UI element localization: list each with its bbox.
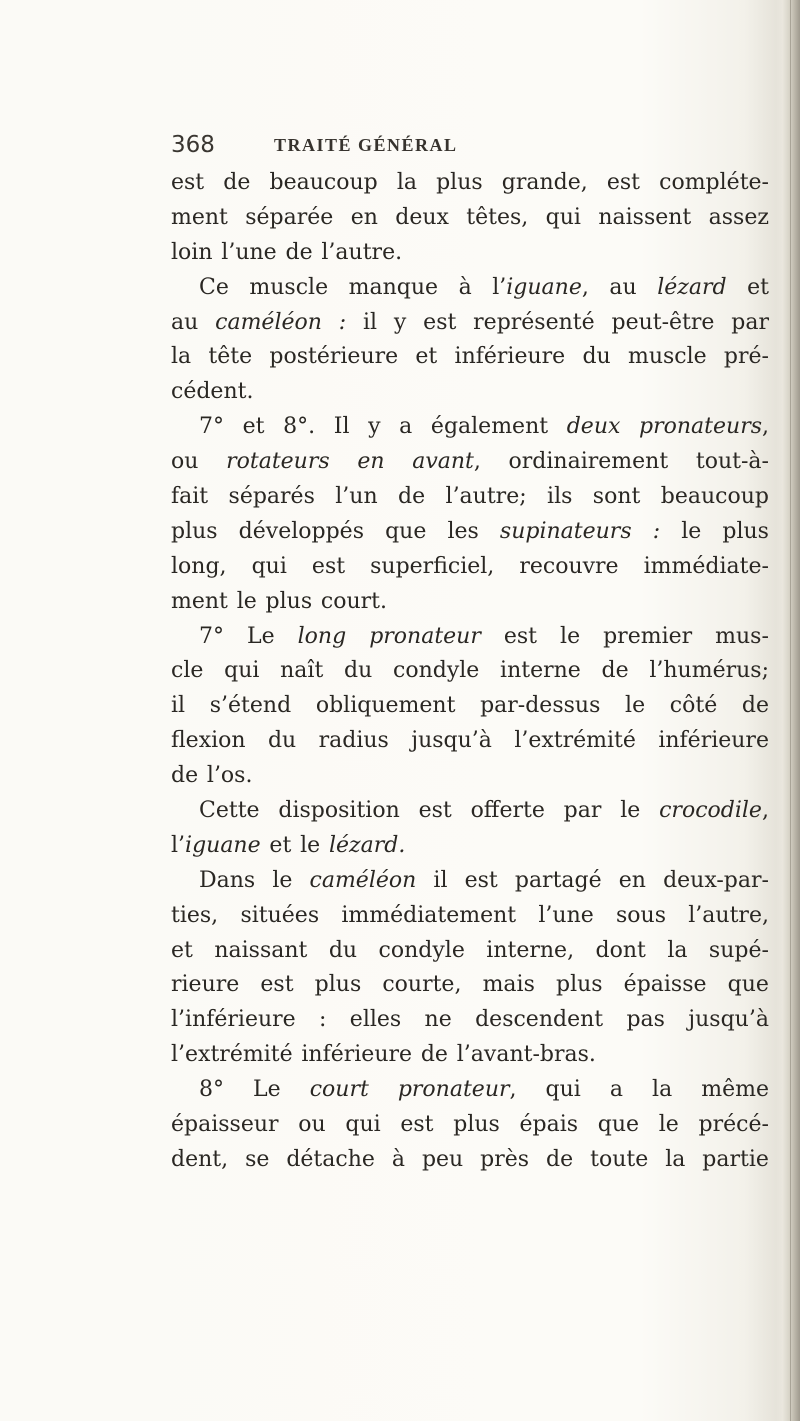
word: ou <box>171 449 199 475</box>
text-line <box>171 620 769 655</box>
word: se <box>245 1146 270 1172</box>
word: mus- <box>715 623 769 649</box>
word: plus <box>265 588 313 614</box>
word: supinateurs <box>499 518 632 544</box>
word: beaucoup <box>269 170 378 195</box>
word: le <box>272 867 293 893</box>
word: ment <box>171 204 228 230</box>
word: assez <box>708 204 769 230</box>
word: et <box>171 937 193 963</box>
word: long, <box>171 553 227 579</box>
word: têtes, <box>466 204 529 230</box>
word: naissent <box>598 204 692 230</box>
word: et <box>415 344 438 370</box>
word: jusqu’à <box>411 728 492 754</box>
word: qui <box>545 204 581 230</box>
word: à <box>391 1146 405 1172</box>
word: et <box>269 832 292 858</box>
word: condyle <box>378 937 465 963</box>
word: postérieure <box>269 344 399 370</box>
word: partagé <box>514 867 602 893</box>
word: compléte- <box>659 170 769 195</box>
text-line <box>171 1073 769 1108</box>
word: l’une <box>221 239 277 265</box>
word: Cette <box>199 798 260 824</box>
word: le <box>300 832 321 858</box>
text-line <box>171 515 769 550</box>
word: Le <box>247 623 275 649</box>
word: plus <box>436 170 483 195</box>
word: est <box>418 798 452 824</box>
word: il <box>363 309 378 335</box>
word: deux <box>395 204 449 230</box>
word: côté <box>669 693 718 719</box>
word: l’iguane, <box>492 274 589 300</box>
word: est <box>311 553 346 579</box>
word: ils <box>547 484 573 510</box>
word: du <box>582 344 611 370</box>
word: l’autre, <box>688 902 769 928</box>
word: sont <box>592 484 641 510</box>
word: au <box>609 274 637 300</box>
word: pronateur <box>369 623 481 649</box>
word: naît <box>280 658 324 684</box>
word: a <box>609 1077 623 1103</box>
word: est <box>503 623 538 649</box>
word: est <box>171 170 205 195</box>
word: précé- <box>698 1112 769 1138</box>
word: : <box>338 309 347 335</box>
word: le <box>658 1112 679 1138</box>
word: cle <box>171 658 204 684</box>
word: long <box>297 623 347 649</box>
word: épaisse <box>623 972 707 998</box>
word: descendent <box>475 1007 604 1033</box>
word: près <box>480 1146 530 1172</box>
word: qui <box>545 1077 581 1103</box>
page-edge <box>782 0 800 1421</box>
word: muscle <box>249 274 329 300</box>
text-line <box>171 236 769 271</box>
word: est <box>400 1112 434 1138</box>
word: peu <box>421 1146 464 1172</box>
word: est <box>464 867 498 893</box>
word: partie <box>702 1146 769 1172</box>
word: interne, <box>486 937 575 963</box>
word: 8° <box>199 1077 224 1103</box>
word: l’autre; <box>445 484 527 510</box>
word: plus <box>453 1112 500 1138</box>
word: cédent. <box>171 379 254 405</box>
word: est <box>606 170 641 195</box>
word: dent, <box>171 1146 229 1172</box>
word: développés <box>238 518 364 544</box>
word: interne <box>500 658 581 684</box>
word: les <box>447 518 479 544</box>
body-text <box>171 166 769 1178</box>
word: plus <box>171 518 218 544</box>
word: que <box>597 1112 640 1138</box>
word: en <box>618 867 646 893</box>
word: et <box>747 274 769 300</box>
text-line <box>171 166 769 201</box>
word: a <box>399 414 413 440</box>
word: qui <box>224 658 260 684</box>
word: naissant <box>214 937 308 963</box>
word: toute <box>590 1146 649 1172</box>
word: l’iguane <box>171 832 261 858</box>
word: supé- <box>708 937 769 963</box>
word: de <box>171 763 199 789</box>
word: il <box>171 693 186 719</box>
page-number: 368 <box>171 132 215 158</box>
word: avant, <box>412 449 481 475</box>
text-line <box>171 968 769 1003</box>
word: la <box>667 937 688 963</box>
word: : <box>652 518 661 544</box>
word: le <box>681 518 702 544</box>
word: que <box>727 972 769 998</box>
word: plus <box>555 972 603 998</box>
text-line <box>171 1108 769 1143</box>
word: flexion <box>171 728 246 754</box>
word: inférieure <box>454 344 566 370</box>
word: rieure <box>171 972 240 998</box>
word: l’autre. <box>321 239 403 265</box>
word: recouvre <box>519 553 619 579</box>
word: y <box>368 414 381 440</box>
word: est <box>260 972 294 998</box>
word: Le <box>253 1077 281 1103</box>
word: du <box>267 728 297 754</box>
word: de <box>741 693 769 719</box>
word: Il <box>333 414 350 440</box>
text-line <box>171 1143 769 1178</box>
word: caméléon <box>309 867 417 893</box>
word: l’extrémité <box>171 1042 293 1068</box>
word: crocodile, <box>659 798 769 824</box>
word: inférieure <box>301 1042 413 1068</box>
text-line <box>171 724 769 759</box>
word: muscle <box>627 344 707 370</box>
text-line <box>171 829 769 864</box>
word: disposition <box>278 798 400 824</box>
word: représenté <box>473 309 595 335</box>
word: plus <box>314 972 362 998</box>
text-line <box>171 306 769 341</box>
word: court. <box>320 588 388 614</box>
word: condyle <box>393 658 480 684</box>
word: la <box>652 1077 673 1103</box>
word: 7° <box>199 414 224 440</box>
word: immédiatement <box>341 902 517 928</box>
word: tout-à- <box>695 449 769 475</box>
word: du <box>328 937 358 963</box>
word: la <box>665 1146 686 1172</box>
word: 8°. <box>283 414 316 440</box>
word: jusqu’à <box>688 1007 769 1033</box>
word: l’humérus; <box>649 658 769 684</box>
word: même <box>701 1077 769 1103</box>
word: l’extrémité <box>514 728 636 754</box>
word: au <box>171 309 199 335</box>
word: 7° <box>199 623 224 649</box>
text-line <box>171 689 769 724</box>
word: l’inférieure <box>171 1007 296 1033</box>
word: lézard <box>657 274 727 300</box>
word: que <box>385 518 427 544</box>
word: de <box>285 239 313 265</box>
word: situées <box>240 902 320 928</box>
word: premier <box>603 623 693 649</box>
word: loin <box>171 239 213 265</box>
text-line <box>171 1003 769 1038</box>
text-line <box>171 794 769 829</box>
word: ties, <box>171 902 219 928</box>
word: pronateurs, <box>639 414 769 440</box>
text-line <box>171 271 769 306</box>
word: immédiate- <box>643 553 769 579</box>
word: ou <box>298 1112 326 1138</box>
word: le <box>236 588 257 614</box>
word: la <box>171 344 192 370</box>
word: est <box>423 309 457 335</box>
word: lézard. <box>328 832 406 858</box>
word: du <box>344 658 373 684</box>
running-title: TRAITÉ GÉNÉRAL <box>274 135 458 155</box>
text-line <box>171 759 769 794</box>
word: pré- <box>723 344 769 370</box>
word: Dans <box>199 867 256 893</box>
word: caméléon <box>215 309 322 335</box>
word: épaisseur <box>171 1112 279 1138</box>
text-line <box>171 934 769 969</box>
word: sous <box>616 902 667 928</box>
word: de <box>601 658 629 684</box>
word: par <box>731 309 769 335</box>
word: beaucoup <box>660 484 769 510</box>
word: tête <box>208 344 253 370</box>
text-line <box>171 410 769 445</box>
word: s’étend <box>209 693 292 719</box>
word: en <box>357 449 385 475</box>
page-header <box>171 128 771 168</box>
word: le <box>620 798 641 824</box>
text-line <box>171 899 769 934</box>
word: le <box>625 693 646 719</box>
word: court <box>309 1077 369 1103</box>
word: qui <box>251 553 287 579</box>
word: offerte <box>470 798 545 824</box>
word: épais <box>519 1112 579 1138</box>
text-line <box>171 340 769 375</box>
word: séparée <box>245 204 334 230</box>
word: également <box>430 414 549 440</box>
word: la <box>396 170 417 195</box>
word: deux <box>566 414 621 440</box>
text-line <box>171 201 769 236</box>
word: obliquement <box>315 693 456 719</box>
word: l’os. <box>206 763 253 789</box>
word: par-dessus <box>480 693 601 719</box>
word: elles <box>349 1007 402 1033</box>
word: en <box>350 204 378 230</box>
word: plus <box>722 518 769 544</box>
word: de <box>398 484 426 510</box>
word: l’avant-bras. <box>456 1042 596 1068</box>
text-line <box>171 445 769 480</box>
word: superficiel, <box>370 553 495 579</box>
text-line <box>171 864 769 899</box>
word: dont <box>595 937 646 963</box>
word: deux-par- <box>663 867 769 893</box>
word: courte, <box>382 972 462 998</box>
word: y <box>393 309 407 335</box>
word: ment <box>171 588 228 614</box>
word: détache <box>286 1146 375 1172</box>
word: de <box>420 1042 448 1068</box>
word: manque <box>348 274 439 300</box>
text-line <box>171 550 769 585</box>
text-line <box>171 1038 769 1073</box>
word: l’un <box>335 484 378 510</box>
word: pas <box>626 1007 665 1033</box>
word: de <box>546 1146 574 1172</box>
word: l’une <box>538 902 594 928</box>
word: qui <box>345 1112 381 1138</box>
word: mais <box>482 972 535 998</box>
word: inférieure <box>658 728 769 754</box>
text-line <box>171 480 769 515</box>
word: de <box>223 170 251 195</box>
word: par <box>563 798 602 824</box>
text-line <box>171 654 769 689</box>
word: et <box>242 414 265 440</box>
word: grande, <box>501 170 588 195</box>
word: ordinairement <box>508 449 669 475</box>
word: rotateurs <box>226 449 330 475</box>
word: ne <box>424 1007 452 1033</box>
text-line <box>171 585 769 620</box>
word: radius <box>318 728 389 754</box>
word: à <box>458 274 472 300</box>
word: Ce <box>199 274 229 300</box>
word: il <box>433 867 448 893</box>
word: le <box>560 623 581 649</box>
word: fait <box>171 484 209 510</box>
text-line <box>171 375 769 410</box>
word: séparés <box>228 484 315 510</box>
word: pronateur, <box>397 1077 517 1103</box>
word: : <box>319 1007 327 1033</box>
word: peut-être <box>611 309 715 335</box>
